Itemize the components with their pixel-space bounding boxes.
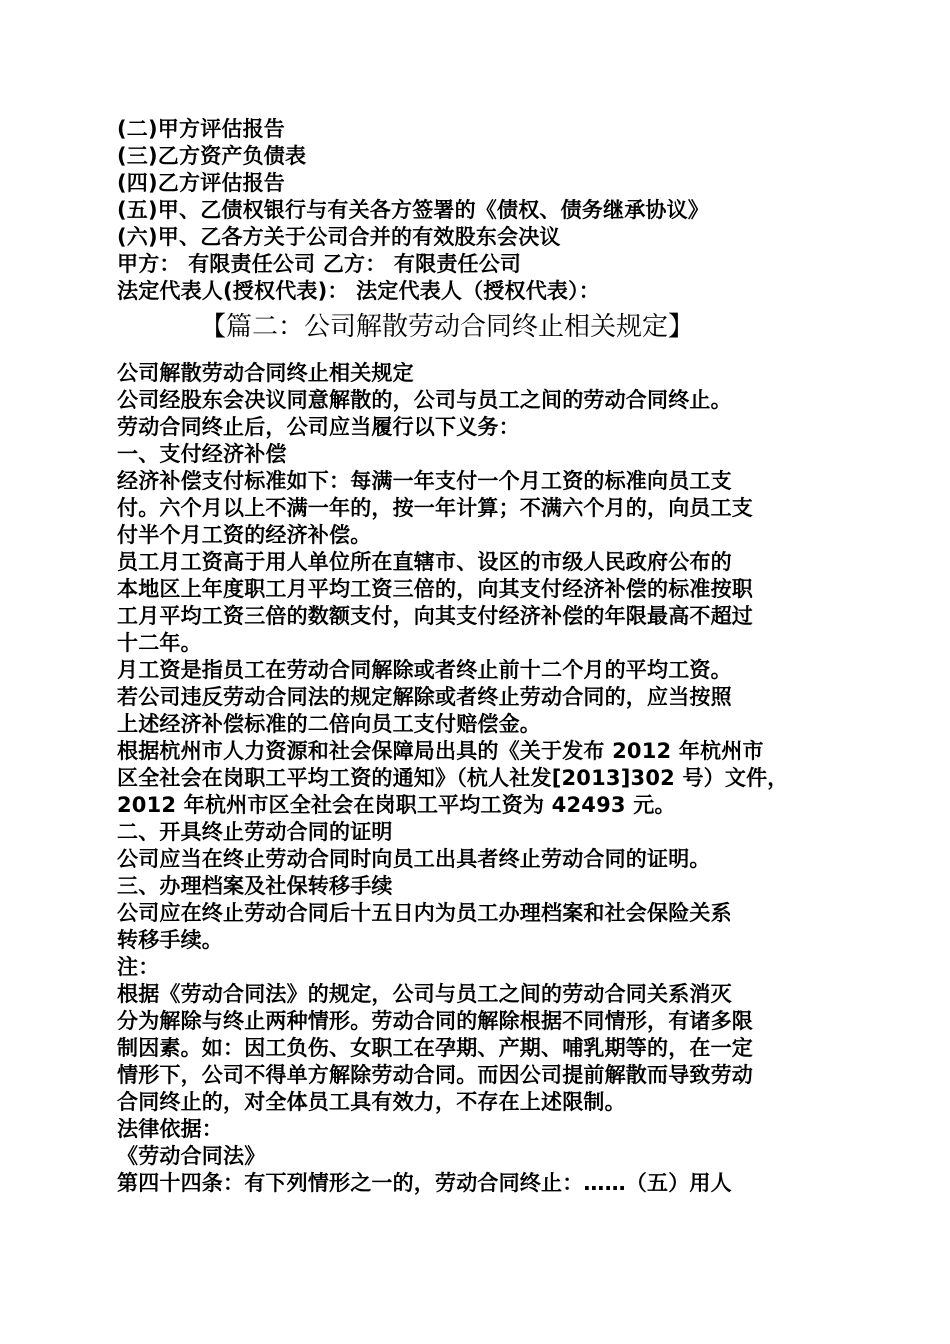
legal-basis-label: 法律依据： bbox=[117, 1117, 223, 1141]
body-line: 根据《劳动合同法》的规定，公司与员工之间的劳动合同关系消灭 bbox=[117, 982, 732, 1006]
subheading-archives: 三、办理档案及社保转移手续 bbox=[117, 874, 393, 898]
list-item-3: (三)乙方资产负债表 bbox=[117, 144, 307, 168]
signature-representatives: 法定代表人(授权代表)： 法定代表人（授权代表）： bbox=[117, 279, 601, 303]
body-line: 公司应当在终止劳动合同时向员工出具者终止劳动合同的证明。 bbox=[117, 847, 711, 871]
body-line: 工月平均工资三倍的数额支付，向其支付经济补偿的年限最高不超过 bbox=[117, 604, 753, 628]
body-heading: 公司解散劳动合同终止相关规定 bbox=[117, 361, 414, 385]
body-line: 根据杭州市人力资源和社会保障局出具的《关于发布 2012 年杭州市 bbox=[117, 739, 764, 763]
body-line: 十二年。 bbox=[117, 631, 202, 655]
body-line: 分为解除与终止两种情形。劳动合同的解除根据不同情形，有诸多限 bbox=[117, 1009, 753, 1033]
body-line: 区全社会在岗职工平均工资的通知》（杭人社发[2013]302 号）文件， bbox=[117, 766, 789, 790]
signature-parties: 甲方： 有限责任公司 乙方： 有限责任公司 bbox=[117, 252, 522, 276]
note-label: 注： bbox=[117, 955, 160, 979]
law-title: 《劳动合同法》 bbox=[117, 1144, 266, 1168]
list-item-6: (六)甲、乙各方关于公司合并的有效股东会决议 bbox=[117, 225, 561, 249]
body-line: 公司经股东会决议同意解散的，公司与员工之间的劳动合同终止。 bbox=[117, 388, 732, 412]
body-line: 制因素。如：因工负伤、女职工在孕期、产期、哺乳期等的，在一定 bbox=[117, 1036, 753, 1060]
body-line: 若公司违反劳动合同法的规定解除或者终止劳动合同的，应当按照 bbox=[117, 685, 732, 709]
body-line: 经济补偿支付标准如下：每满一年支付一个月工资的标准向员工支 bbox=[117, 469, 732, 493]
body-line: 本地区上年度职工月平均工资三倍的，向其支付经济补偿的标准按职 bbox=[117, 577, 753, 601]
section-title: 【篇二：公司解散劳动合同终止相关规定】 bbox=[200, 312, 695, 342]
list-item-4: (四)乙方评估报告 bbox=[117, 171, 285, 195]
subheading-compensation: 一、支付经济补偿 bbox=[117, 442, 287, 466]
body-line: 月工资是指员工在劳动合同解除或者终止前十二个月的平均工资。 bbox=[117, 658, 732, 682]
body-line: 公司应在终止劳动合同后十五日内为员工办理档案和社会保险关系 bbox=[117, 901, 732, 925]
body-line: 2012 年杭州市区全社会在岗职工平均工资为 42493 元。 bbox=[117, 793, 676, 817]
body-line: 付。六个月以上不满一年的，按一年计算；不满六个月的，向员工支 bbox=[117, 496, 753, 520]
body-line: 转移手续。 bbox=[117, 928, 223, 952]
list-item-5: (五)甲、乙债权银行与有关各方签署的《债权、债务继承协议》 bbox=[117, 198, 709, 222]
body-line: 付半个月工资的经济补偿。 bbox=[117, 523, 372, 547]
body-line: 情形下，公司不得单方解除劳动合同。而因公司提前解散而导致劳动 bbox=[117, 1063, 753, 1087]
body-line: 劳动合同终止后，公司应当履行以下义务： bbox=[117, 415, 520, 439]
body-line: 上述经济补偿标准的二倍向员工支付赔偿金。 bbox=[117, 712, 541, 736]
body-line: 合同终止的，对全体员工具有效力，不存在上述限制。 bbox=[117, 1090, 626, 1114]
article-44: 第四十四条：有下列情形之一的，劳动合同终止：……（五）用人 bbox=[117, 1171, 732, 1195]
list-item-2: (二)甲方评估报告 bbox=[117, 117, 285, 141]
subheading-certificate: 二、开具终止劳动合同的证明 bbox=[117, 820, 393, 844]
body-line: 员工月工资高于用人单位所在直辖市、设区的市级人民政府公布的 bbox=[117, 550, 732, 574]
